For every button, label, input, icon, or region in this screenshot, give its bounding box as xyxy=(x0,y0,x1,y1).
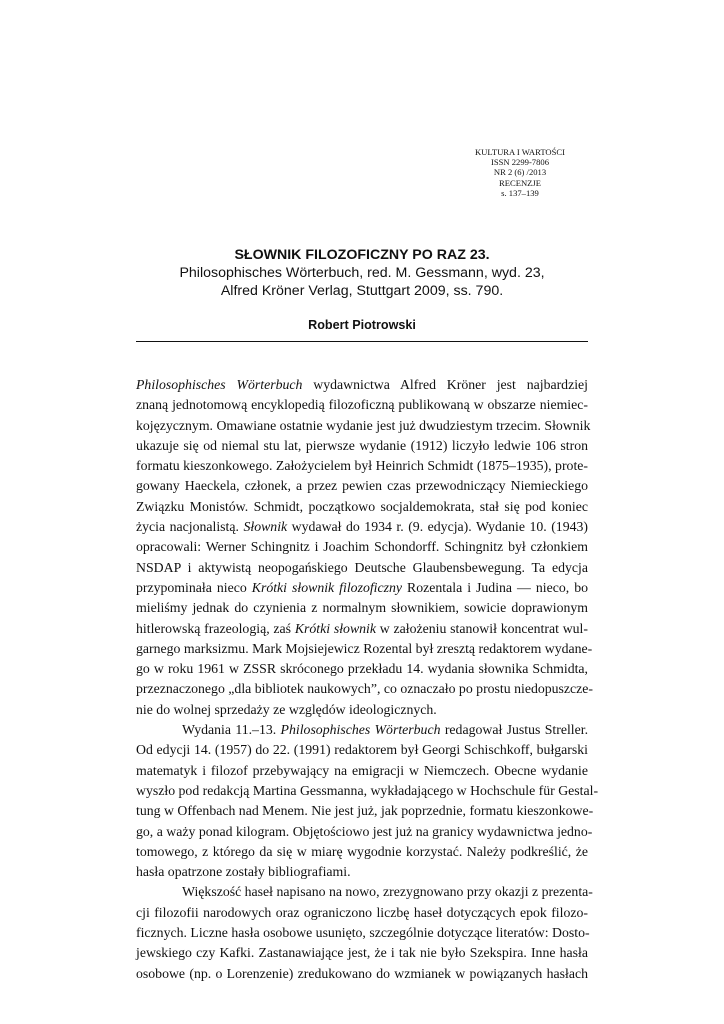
body-text-run: przeznaczonego „dla bibliotek naukowych”, co oznaczało po prostu niedopuszcze- xyxy=(136,681,594,697)
review-subtitle-line: Alfred Kröner Verlag, Stuttgart 2009, ss. 790. xyxy=(220,283,504,300)
body-line xyxy=(136,497,588,517)
review-title: SŁOWNIK FILOZOFICZNY PO RAZ 23. xyxy=(234,247,490,263)
body-line xyxy=(136,822,593,842)
journal-pages: s. 137–139 xyxy=(501,187,539,198)
body-text-run: matematyk i filozof przebywający na emigracji w Niemczech. Obecne wydanie xyxy=(136,762,588,778)
body-text-run: opracowali: Werner Schingnitz i Joachim Schondorff. Schingnitz był członkiem xyxy=(136,539,588,555)
body-line xyxy=(136,558,588,578)
body-line xyxy=(136,761,588,781)
body-text-run: hasła opatrzone zostały bibliografiami. xyxy=(136,864,351,880)
body-text-run: gowany Haeckela, członek, a przez pewien czas przewodniczący Niemieckiego xyxy=(136,478,588,494)
body-text-run: cji filozofii narodowych oraz ograniczono liczbę haseł dotyczących epok filozo- xyxy=(136,904,588,920)
journal-header xyxy=(420,147,620,198)
body-line xyxy=(136,598,588,618)
review-body xyxy=(136,375,599,984)
body-line xyxy=(136,781,599,801)
body-text-run: ukazuje się od niemal stu lat, pierwsze wydanie (1912) liczyło ledwie 106 stron xyxy=(136,437,588,453)
body-text-run: przypominała nieco xyxy=(136,579,252,595)
body-text-run: hitlerowską frazeologią, zaś xyxy=(136,620,295,636)
body-text-run: kojęzycznym. Omawiane ostatnie wydanie jest już dwudziestym trzecim. Słownik xyxy=(136,417,591,433)
journal-issue: NR 2 (6) /2013 xyxy=(493,167,547,178)
italic-title: Philosophisches Wörterbuch xyxy=(136,377,303,392)
title-divider xyxy=(136,341,588,342)
body-line xyxy=(136,375,588,395)
review-subtitle-line: Philosophisches Wörterbuch, red. M. Gessmann, wyd. 23, xyxy=(179,265,545,281)
body-line xyxy=(136,659,588,679)
body-line xyxy=(136,964,588,984)
body-text-run: Większość haseł napisano na nowo, zrezygnowano przy okazji z prezenta- xyxy=(182,884,593,900)
body-line xyxy=(136,882,593,902)
journal-section: RECENZJE xyxy=(498,177,541,188)
italic-title: Krótki słownik xyxy=(294,620,377,636)
body-text-run: wydawnictwa Alfred Kröner jest najbardziej xyxy=(302,377,588,392)
body-text-run: wyszło pod redakcją Martina Gessmanna, wykładającego w Hochschule für Gestal- xyxy=(136,782,599,798)
body-line xyxy=(136,456,588,476)
body-line xyxy=(136,619,588,639)
body-line xyxy=(136,903,588,923)
italic-title: Philosophisches Wörterbuch xyxy=(280,722,441,738)
body-text-run: garnego marksizmu. Mark Mojsiejewicz Rozental był zresztą redaktorem wydane- xyxy=(136,640,593,656)
body-text-run: NSDAP i aktywistą neopogańskiego Deutsche Glaubensbewegung. Ta edycja xyxy=(136,559,588,575)
italic-title: Słownik xyxy=(243,519,288,535)
body-line xyxy=(136,436,588,456)
body-text-run: nie do wolnej sprzedaży ze względów ideologicznych. xyxy=(136,701,437,717)
body-text-run: go, a waży ponad kilogram. Objętościowo jest już na granicy wydawnictwa jedno- xyxy=(136,823,593,839)
body-text-run: mieliśmy jednak do czynienia z normalnym słownikiem, sowicie doprawionym xyxy=(136,600,588,616)
journal-issn: ISSN 2299-7806 xyxy=(490,157,549,168)
body-line xyxy=(136,700,588,720)
body-line xyxy=(136,943,588,963)
review-heading xyxy=(0,246,724,301)
body-text-run: Związku Monistów. Schmidt, początkowo socjaldemokrata, stał się pod koniec xyxy=(136,498,588,514)
body-text-run: Od edycji 14. (1957) do 22. (1991) redaktorem był Georgi Schischkoff, bułgarski xyxy=(136,742,588,758)
body-line xyxy=(136,923,588,943)
body-text-run: Rozentala i Judina — nieco, bo xyxy=(402,579,588,595)
body-line xyxy=(136,517,588,537)
body-text-run: w założeniu stanowił koncentrat wul- xyxy=(376,620,588,636)
body-text-run: formatu kieszonkowego. Założycielem był Heinrich Schmidt (1875–1935), prote- xyxy=(136,458,588,474)
body-text-run: redagował Justus Streller. xyxy=(440,722,589,738)
body-line xyxy=(136,801,594,821)
body-line xyxy=(136,578,588,598)
journal-name: KULTURA I WARTOŚCI xyxy=(474,147,566,157)
body-text-run: ficznych. Liczne hasła osobowe usunięto, szczególnie dotyczące literatów: Dosto- xyxy=(136,925,590,941)
body-line xyxy=(136,679,594,699)
body-text-run: życia nacjonalistą. xyxy=(136,519,244,535)
body-text-run: tomowego, z którego da się w miarę wygodnie korzystać. Należy podkreślić, że xyxy=(136,843,588,859)
body-text-run: tung w Offenbach nad Menem. Nie jest już, jak poprzednie, formatu kieszonkowe- xyxy=(136,803,594,819)
body-line xyxy=(136,740,588,760)
body-line xyxy=(136,639,593,659)
body-line xyxy=(136,395,588,415)
body-line xyxy=(136,862,588,882)
italic-title: Krótki słownik filozoficzny xyxy=(251,579,403,595)
body-line xyxy=(136,416,591,436)
body-text-run: jewskiego czy Kafki. Zastanawiające jest, że i tak nie było Szekspira. Inne hasła xyxy=(136,945,588,961)
body-text-run: go w roku 1961 w ZSSR skróconego przekładu 14. wydania słownika Schmidta, xyxy=(136,661,588,677)
body-line xyxy=(136,720,588,740)
body-line xyxy=(136,476,588,496)
body-text-run: znaną jednotomową encyklopedią filozoficzną publikowaną w obszarze niemiec- xyxy=(136,397,588,413)
body-line xyxy=(136,537,588,557)
review-author: Robert Piotrowski xyxy=(308,318,416,332)
body-line xyxy=(136,842,588,862)
body-text-run: Wydania 11.–13. xyxy=(182,722,281,738)
body-text-run: osobowe (np. o Lorenzenie) zredukowano do wzmianek w powiązanych hasłach xyxy=(136,965,588,981)
body-text-run: wydawał do 1934 r. (9. edycja). Wydanie 10. (1943) xyxy=(287,519,588,535)
